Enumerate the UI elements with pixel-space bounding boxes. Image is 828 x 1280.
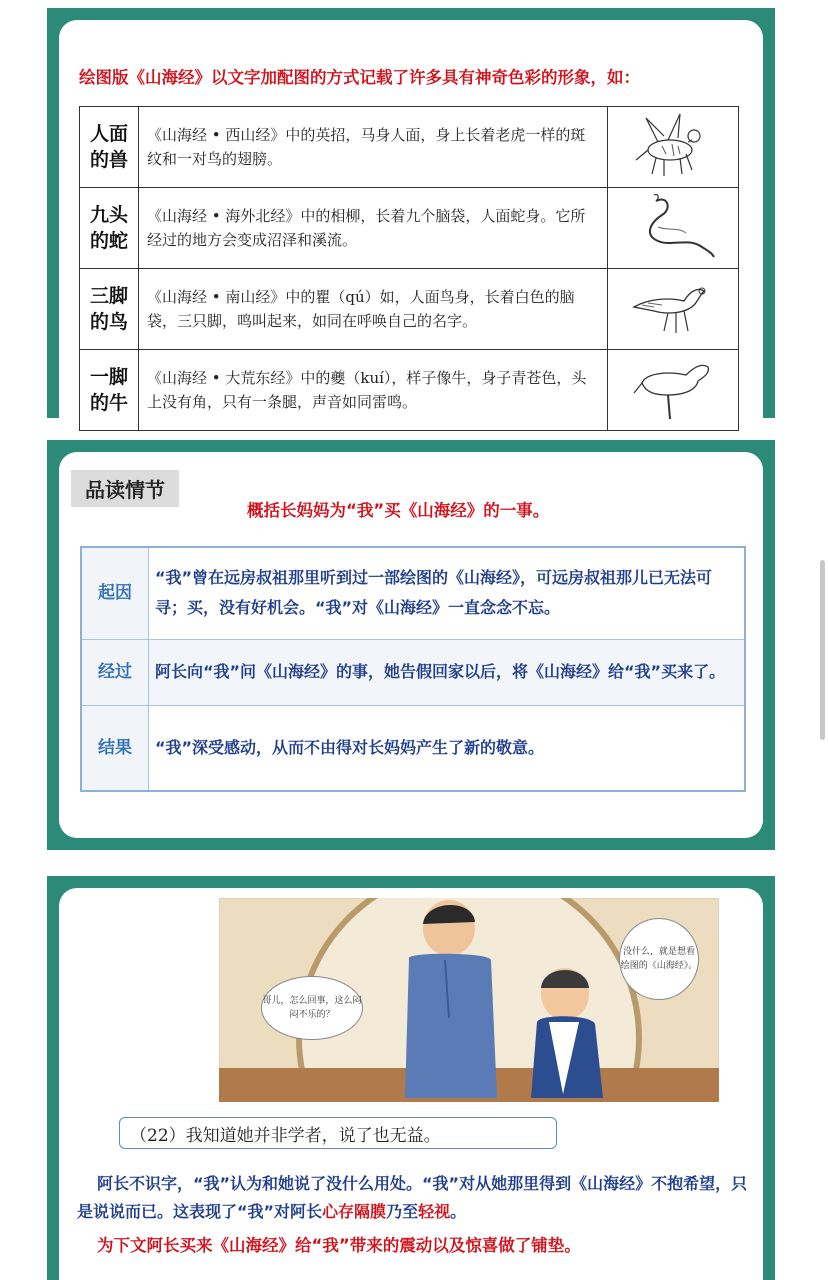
scrollbar[interactable] [820,560,825,740]
row-label: 结果 [81,705,149,791]
comic-illustration [219,898,719,1102]
row-text: 阿长向“我”问《山海经》的事，她告假回家以后，将《山海经》给“我”买来了。 [149,639,746,705]
analysis-paragraph [77,1170,749,1226]
serpent-icon [608,188,739,269]
row-name: 一脚的牛 [80,350,139,431]
slide-analysis [47,876,775,1280]
ox-icon [608,350,739,431]
winged-horse-icon [608,107,739,188]
foreshadow-note: 为下文阿长买来《山海经》给“我”带来的震动以及惊喜做了铺垫。 [97,1236,581,1255]
plot-table [80,546,746,792]
table-row [81,705,745,791]
slide-card [59,20,763,418]
row-name: 三脚的鸟 [80,269,139,350]
row-label: 经过 [81,639,149,705]
section-tag: 品读情节 [71,470,179,507]
slide-card [59,452,763,838]
table-row [80,350,739,431]
row-desc: 《山海经 • 海外北经》中的相柳，长着九个脑袋，人面蛇身。它所经过的地方会变成沼泽和溪流。 [139,188,608,269]
row-desc: 《山海经 • 西山经》中的英招，马身人面，身上长着老虎一样的斑纹和一对鸟的翅膀。 [139,107,608,188]
slide-title: 概括长妈妈为“我”买《山海经》的一事。 [247,501,550,520]
quote-caption: （22）我知道她并非学者，说了也无益。 [119,1117,557,1149]
row-name: 人面的兽 [80,107,139,188]
slide-card [59,888,763,1280]
beasts-table [79,106,739,431]
table-row [80,107,739,188]
highlight-text: 轻视 [418,1202,451,1221]
slide-plot [47,440,775,850]
highlight-text: 心存隔膜 [322,1202,387,1221]
bird-icon [608,269,739,350]
analysis-text: 。 [450,1202,467,1221]
row-label: 起因 [81,547,149,639]
slide-beasts [47,8,775,418]
table-row [80,269,739,350]
slide-title: 绘图版《山海经》以文字加配图的方式记载了许多具有神奇色彩的形象，如： [79,68,640,87]
analysis-text: 乃至 [386,1202,419,1221]
table-row [81,547,745,639]
row-name: 九头的蛇 [80,188,139,269]
table-row [81,639,745,705]
row-desc: 《山海经 • 南山经》中的瞿（qú）如，人面鸟身，长着白色的脑袋，三只脚，鸣叫起来，如同在呼唤自己的名字。 [139,269,608,350]
analysis-text: 阿长不识字，“我”认为和她说了没什么用处。“我”对从她那里得到《山海经》不抱希望，只是说说而已。这表现了“我”对阿长 [77,1174,748,1221]
speech-bubble-right: 没什么，就是想看绘图的《山海经》。 [619,918,699,1000]
speech-bubble-left: 哥儿，怎么回事，这么闷闷不乐的？ [261,976,363,1040]
row-text: “我”曾在远房叔祖那里听到过一部绘图的《山海经》，可远房叔祖那儿已无法可寻；买，没有好机会。“我”对《山海经》一直念念不忘。 [149,547,746,639]
row-desc: 《山海经 • 大荒东经》中的夔（kuí），样子像牛，身子青苍色，头上没有角，只有一条腿，声音如同雷鸣。 [139,350,608,431]
row-text: “我”深受感动，从而不由得对长妈妈产生了新的敬意。 [149,705,746,791]
table-row [80,188,739,269]
